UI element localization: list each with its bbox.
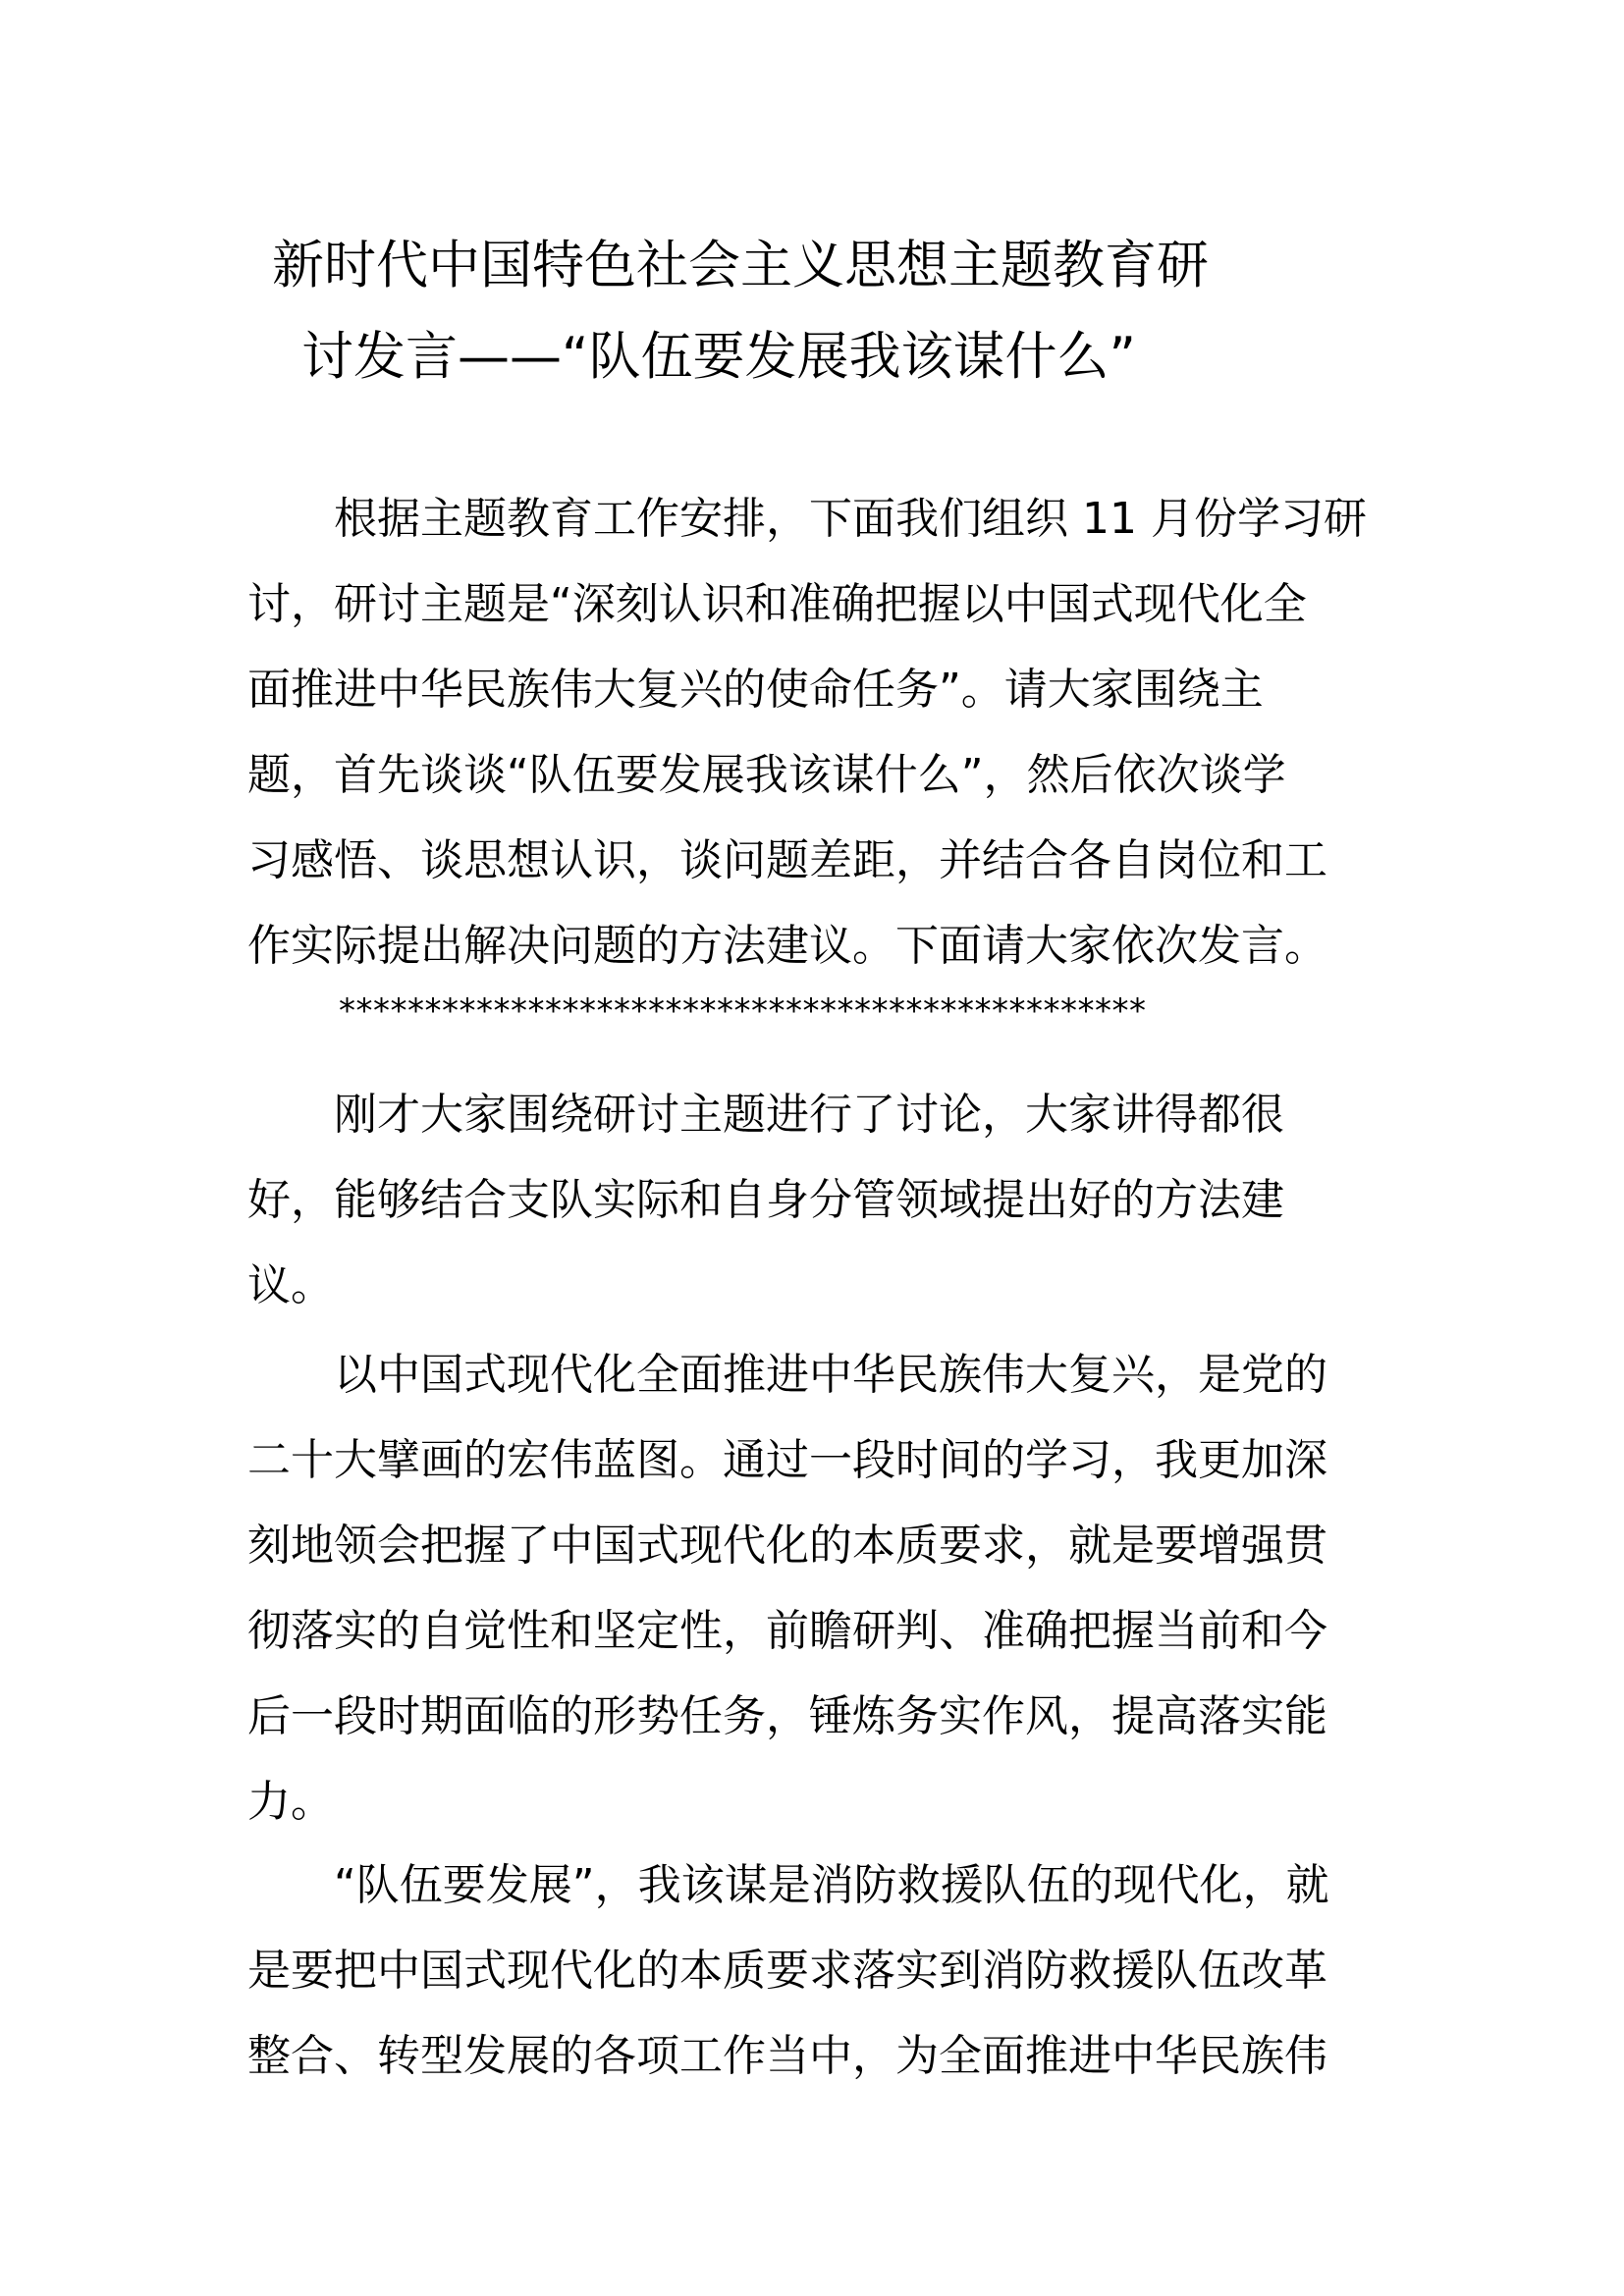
text-line: 议。: [247, 1260, 334, 1310]
paragraph-modernization: [247, 1332, 1426, 1844]
text-line: 二十大擘画的宏伟蓝图。通过一段时间的学习，我更加深: [247, 1435, 1327, 1485]
text-line: 根据主题教育工作安排，下面我们组织 11 月份学习研: [334, 494, 1367, 544]
text-line: 讨，研讨主题是“深刻认识和准确把握以中国式现代化全: [247, 579, 1307, 629]
text-line: 后一段时期面临的形势任务，锤炼务实作风，提高落实能: [247, 1691, 1327, 1741]
paragraph-summary: [247, 1072, 1426, 1328]
text-line: 整合、转型发展的各项工作当中，为全面推进中华民族伟: [247, 2031, 1327, 2081]
text-line: 题，首先谈谈“队伍要发展我该谋什么”，然后依次谈学: [247, 750, 1286, 800]
text-line: 习感悟、谈思想认识，谈问题差距，并结合各自岗位和工: [247, 835, 1327, 885]
text-line: 刻地领会把握了中国式现代化的本质要求，就是要增强贯: [247, 1521, 1327, 1571]
text-line: 刚才大家围绕研讨主题进行了讨论，大家讲得都很: [334, 1090, 1284, 1140]
text-line: 好，能够结合支队实际和自身分管领域提出好的方法建: [247, 1175, 1284, 1225]
document-title-line-1: 新时代中国特色社会主义思想主题教育研: [272, 236, 1209, 295]
paragraph-intro: [247, 476, 1426, 988]
text-line: 是要把中国式现代化的本质要求落实到消防救援队伍改革: [247, 1946, 1327, 1996]
text-line: 彻落实的自觉性和坚定性，前瞻研判、准确把握当前和今: [247, 1606, 1327, 1656]
paragraph-team-development: [247, 1842, 1426, 2099]
asterisk-separator: ***********************************************: [339, 991, 1147, 1031]
document-title-line-2: 讨发言——“队伍要发展我该谋什么”: [301, 327, 1136, 387]
text-line: 面推进中华民族伟大复兴的使命任务”。请大家围绕主: [247, 665, 1264, 715]
text-line: “队伍要发展”，我该谋是消防救援队伍的现代化，就: [334, 1860, 1329, 1910]
text-line: 力。: [247, 1777, 334, 1827]
text-line: 作实际提出解决问题的方法建议。下面请大家依次发言。: [247, 921, 1327, 971]
text-line: 以中国式现代化全面推进中华民族伟大复兴，是党的: [334, 1350, 1327, 1400]
